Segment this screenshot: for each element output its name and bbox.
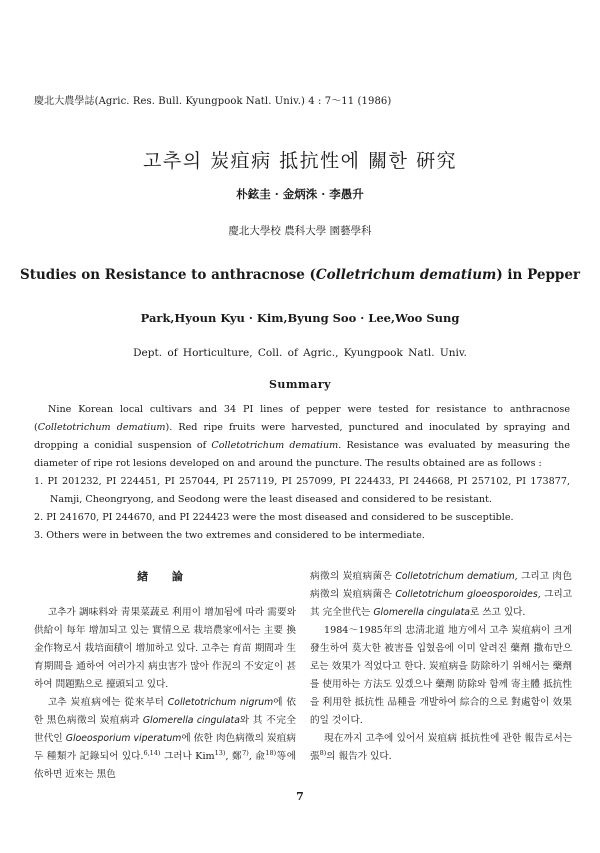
korean-authors: 朴鉉圭 · 金炳洙 · 李愚升 [236, 187, 364, 201]
results-list [34, 473, 570, 545]
korean-affiliation: 慶北大學校 農科大學 園藝學科 [228, 225, 372, 237]
english-title-before: Studies on Resistance to anthracnose ( [19, 267, 316, 283]
summary-abstract [34, 401, 570, 545]
intro-paragraph-4: 1984～1985年의 忠淸北道 地方에서 고추 炭疽病이 크게 發生하여 莫大한 被害를 입혔음에 이미 알려진 藥劑 撒布만으로는 效果가 적었다고 한다. 炭疽病을 防除하기 위해서는 藥劑를 使用하는 方法도 있겠으나 藥劑 防除와 함께 寄主體 抵抗性을 利用한 抵抗性 品種을 개발하여 綜合的으로 對處함이 效果的일 것이다. [310, 625, 572, 726]
intro-paragraph-2: 고추 炭疽病에는 從來부터 Colletotrichum nigrum에 依한 黑色病徵의 炭疽病과 Glomerella cingulata와 其 不完全 世代인 Gloeosporium viperatum에 依한 肉色病徵의 炭疽病 두 種類가 記錄되어 있다.$^{6,14)}$ 그러나 Kim$^{13)}$, 鄭$^{7)}$, 兪$^{18)}$等에 依하면 近來는 黑色 [34, 697, 296, 780]
intro-paragraph-1: 고추가 調味料와 靑果菜蔬로 利用이 增加됨에 따라 需要와 供給이 每年 增加되고 있는 實情으로 栽培農家에서는 主要 換金作物로서 栽培面積이 增加하고 있다. 고추는 育苗 期間과 生育期間을 通하여 여러가지 病虫害가 많아 作況의 不安定이 甚하여 問題點으로 擡頭되고 있다. [34, 607, 296, 690]
english-authors: Park,Hyoun Kyu · Kim,Byung Soo · Lee,Woo Sung [140, 311, 460, 325]
introduction-heading: 緖 論 [137, 570, 193, 583]
right-column [310, 568, 572, 766]
korean-title: 고추의 炭疽病 抵抗性에 關한 硏究 [143, 150, 457, 172]
result-item-3: 3. Others were in between the two extremes and considered to be intermediate. [34, 530, 425, 541]
left-column [34, 568, 296, 784]
english-title-after: ) in Pepper [496, 267, 581, 283]
summary-paragraph: Nine Korean local cultivars and 34 PI lines of pepper were tested for resistance to anthracnose (Colletotrichum dematium). Red ripe fruits were harvested, punctured and inoculated by spraying and dropping a conidial suspension of Colletotrichum dematium. Resistance was evaluated by measuring the diameter of ripe rot lesions developed on and around the puncture. The results obtained are as follows : [34, 404, 570, 469]
summary-heading: Summary [268, 378, 332, 391]
page-number: 7 [296, 790, 304, 803]
intro-paragraph-3: 病徵의 炭疽病菌은 Colletotrichum dematium, 그리고 肉色病徵의 炭疽病菌은 Colletotrichum gloeosporoides, 그리고 其 完全世代는 Glomerella cingulata로 쓰고 있다. [310, 571, 572, 618]
english-title-species: Colletrichum dematium [315, 267, 497, 283]
result-item-2: 2. PI 241670, PI 244670, and PI 224423 were the most diseased and considered to be susceptible. [34, 512, 514, 523]
journal-citation: 慶北大農學誌(Agric. Res. Bull. Kyungpook Natl. Univ.) 4 : 7～11 (1986) [34, 96, 392, 107]
english-affiliation: Dept. of Horticulture, Coll. of Agric., Kyungpook Natl. Univ. [133, 347, 467, 359]
result-item-1: 1. PI 201232, PI 224451, PI 257044, PI 257119, PI 257099, PI 224433, PI 244668, PI 257102, PI 173877, Namji, Cheongryong, and Seodong were the least diseased and considered to be resistant. [34, 476, 570, 505]
english-title [0, 267, 600, 283]
intro-paragraph-5: 現在까지 고추에 있어서 炭疽病 抵抗性에 관한 報告로서는 張$^{8)}$의 報告가 있다. [310, 733, 572, 762]
